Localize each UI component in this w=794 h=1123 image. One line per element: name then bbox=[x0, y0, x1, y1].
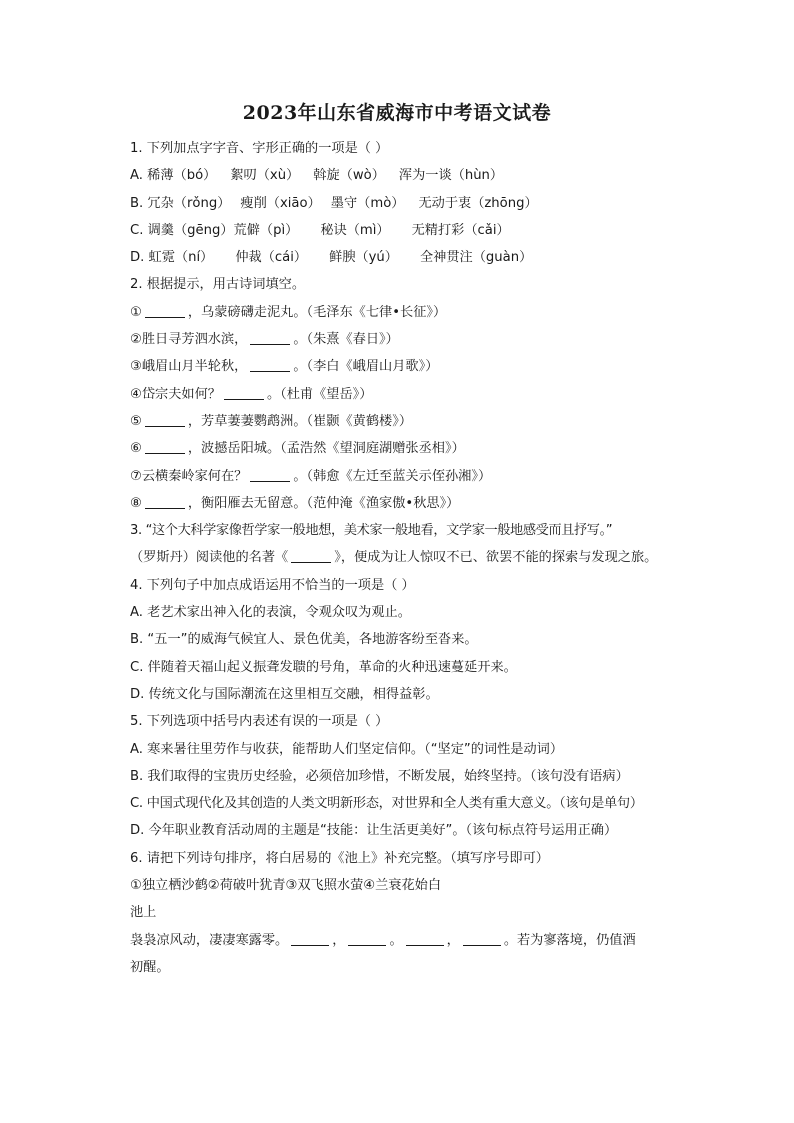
exam-content bbox=[130, 135, 700, 981]
poem-text: 。若为寥落境，仍值酒 bbox=[503, 932, 636, 948]
fill-prefix: ②胜日寻芳泗水滨， bbox=[130, 332, 248, 348]
option-text: 仲裁（cái） bbox=[235, 250, 308, 266]
fill-suffix: 。（韩愈《左迁至蓝关示侄孙湘》） bbox=[293, 468, 492, 484]
fill-prefix: ⑤ bbox=[130, 413, 142, 429]
question-5-stem: 5. 下列选项中括号内表述有误的一项是（ ） bbox=[130, 714, 389, 730]
question-4-option-c: C. 伴随着天福山起义振聋发聩的号角，革命的火种迅速蔓延开来。 bbox=[130, 659, 517, 675]
fill-prefix: （罗斯丹）阅读他的名著《 bbox=[130, 550, 289, 566]
answer-blank[interactable] bbox=[348, 931, 386, 946]
question-3-line-1: 3. “这个大科学家像哲学家一般地想，美术家一般地看，文学家一般地感受而且抒写。” bbox=[130, 523, 613, 539]
question-4-option-d: D. 传统文化与国际潮流在这里相互交融，相得益彰。 bbox=[130, 686, 439, 702]
question-3-line-2 bbox=[130, 544, 700, 571]
question-4-option-b: B. “五一”的威海气候宜人、景色优美，各地游客纷至沓来。 bbox=[130, 632, 478, 648]
question-1-option-a bbox=[130, 162, 700, 189]
question-1-option-b bbox=[130, 190, 700, 217]
fill-prefix: ⑦云横秦岭家何在？ bbox=[130, 468, 248, 484]
fill-suffix: ，衡阳雁去无留意。（范仲淹《渔家傲•秋思》） bbox=[187, 495, 460, 511]
fill-suffix: 》，便成为让人惊叹不已、欲罢不能的探索与发现之旅。 bbox=[334, 550, 658, 566]
question-4-stem: 4. 下列句子中加点成语运用不恰当的一项是（ ） bbox=[130, 577, 415, 593]
poem-title: 池上 bbox=[130, 905, 157, 921]
option-text: 秘诀（mì） bbox=[320, 222, 390, 238]
fill-suffix: 。（杜甫《望岳》） bbox=[266, 386, 373, 402]
question-1-option-c bbox=[130, 217, 700, 244]
answer-blank[interactable] bbox=[250, 330, 290, 345]
option-text: 瘦削（xiāo） bbox=[240, 195, 321, 211]
poem-fill-item-7 bbox=[130, 463, 700, 490]
option-text: 浑为一谈（hùn） bbox=[398, 168, 504, 184]
answer-blank[interactable] bbox=[224, 385, 264, 400]
fill-prefix: ③峨眉山月半轮秋， bbox=[130, 359, 248, 375]
poem-fill-item-5 bbox=[130, 408, 700, 435]
fill-suffix: 。（李白《峨眉山月歌》） bbox=[293, 359, 439, 375]
question-4-option-a: A. 老艺术家出神入化的表演，令观众叹为观止。 bbox=[130, 605, 411, 621]
question-6-options: ①独立栖沙鹤②荷破叶犹青③双飞照水萤④兰衰花始白 bbox=[130, 878, 442, 894]
punctuation: ， bbox=[446, 932, 460, 948]
answer-blank[interactable] bbox=[291, 931, 329, 946]
fill-suffix: ，乌蒙磅礴走泥丸。（毛泽东《七律•长征》） bbox=[187, 304, 447, 320]
answer-blank[interactable] bbox=[291, 548, 331, 563]
option-text: C. 调羹（gēng）荒僻（pì） bbox=[130, 222, 299, 238]
poem-fill-line-end: 初醒。 bbox=[130, 959, 170, 975]
option-text: D. 虹霓（ní） bbox=[130, 250, 214, 266]
poem-fill-item-8 bbox=[130, 490, 700, 517]
page-title: 2023年山东省威海市中考语文试卷 bbox=[242, 102, 552, 124]
question-5-option-a: A. 寒来暑往里劳作与收获，能帮助人们坚定信仰。（“坚定”的词性是动词） bbox=[130, 741, 564, 757]
answer-blank[interactable] bbox=[250, 357, 290, 372]
answer-blank[interactable] bbox=[406, 931, 444, 946]
fill-prefix: ④岱宗夫如何？ bbox=[130, 386, 221, 402]
poem-fill-item-6 bbox=[130, 435, 700, 462]
poem-fill-item-3 bbox=[130, 353, 700, 380]
option-text: 鲜腴（yú） bbox=[329, 250, 398, 266]
option-text: 全神贯注（guàn） bbox=[419, 250, 533, 266]
poem-fill-item-4 bbox=[130, 381, 700, 408]
option-text: 墨守（mò） bbox=[330, 195, 405, 211]
option-text: A. 稀薄（bó） bbox=[130, 168, 217, 184]
question-6-stem: 6. 请把下列诗句排序，将白居易的《池上》补充完整。（填写序号即可） bbox=[130, 850, 549, 866]
question-1-stem: 1. 下列加点字字音、字形正确的一项是（ ） bbox=[130, 141, 389, 156]
question-1-option-d bbox=[130, 244, 700, 271]
poem-fill-line bbox=[130, 927, 700, 954]
fill-suffix: ，芳草萋萋鹦鹉洲。（崔颢《黄鹤楼》） bbox=[187, 413, 413, 429]
fill-prefix: ⑧ bbox=[130, 495, 142, 511]
question-5-option-d: D. 今年职业教育活动周的主题是“技能：让生活更美好”。（该句标点符号运用正确） bbox=[130, 823, 618, 839]
fill-prefix: ① bbox=[130, 304, 142, 320]
option-text: 无动于衷（zhōng） bbox=[418, 195, 538, 211]
question-5-option-b: B. 我们取得的宝贵历史经验，必须倍加珍惜，不断发展，始终坚持。（该句没有语病） bbox=[130, 768, 629, 784]
fill-suffix: ，波撼岳阳城。（孟浩然《望洞庭湖赠张丞相》） bbox=[187, 441, 465, 457]
fill-prefix: ⑥ bbox=[130, 441, 142, 457]
answer-blank[interactable] bbox=[463, 931, 501, 946]
option-text: 无精打彩（cǎi） bbox=[411, 222, 510, 238]
answer-blank[interactable] bbox=[145, 439, 185, 454]
fill-suffix: 。（朱熹《春日》） bbox=[293, 332, 399, 348]
poem-fill-item-1 bbox=[130, 299, 700, 326]
answer-blank[interactable] bbox=[145, 494, 185, 509]
option-text: B. 冗杂（rǒng） bbox=[130, 195, 231, 211]
poem-text: 袅袅凉风动，凄凄寒露零。 bbox=[130, 932, 289, 948]
answer-blank[interactable] bbox=[250, 467, 290, 482]
option-text: 斡旋（wò） bbox=[313, 168, 385, 184]
question-2-stem: 2. 根据提示，用古诗词填空。 bbox=[130, 277, 306, 293]
question-5-option-c: C. 中国式现代化及其创造的人类文明新形态，对世界和全人类有重大意义。（该句是单句） bbox=[130, 796, 643, 812]
punctuation: 。 bbox=[389, 932, 403, 948]
answer-blank[interactable] bbox=[145, 412, 185, 427]
punctuation: ， bbox=[332, 932, 346, 948]
answer-blank[interactable] bbox=[145, 303, 185, 318]
poem-fill-item-2 bbox=[130, 326, 700, 353]
option-text: 絮叨（xù） bbox=[230, 168, 300, 184]
